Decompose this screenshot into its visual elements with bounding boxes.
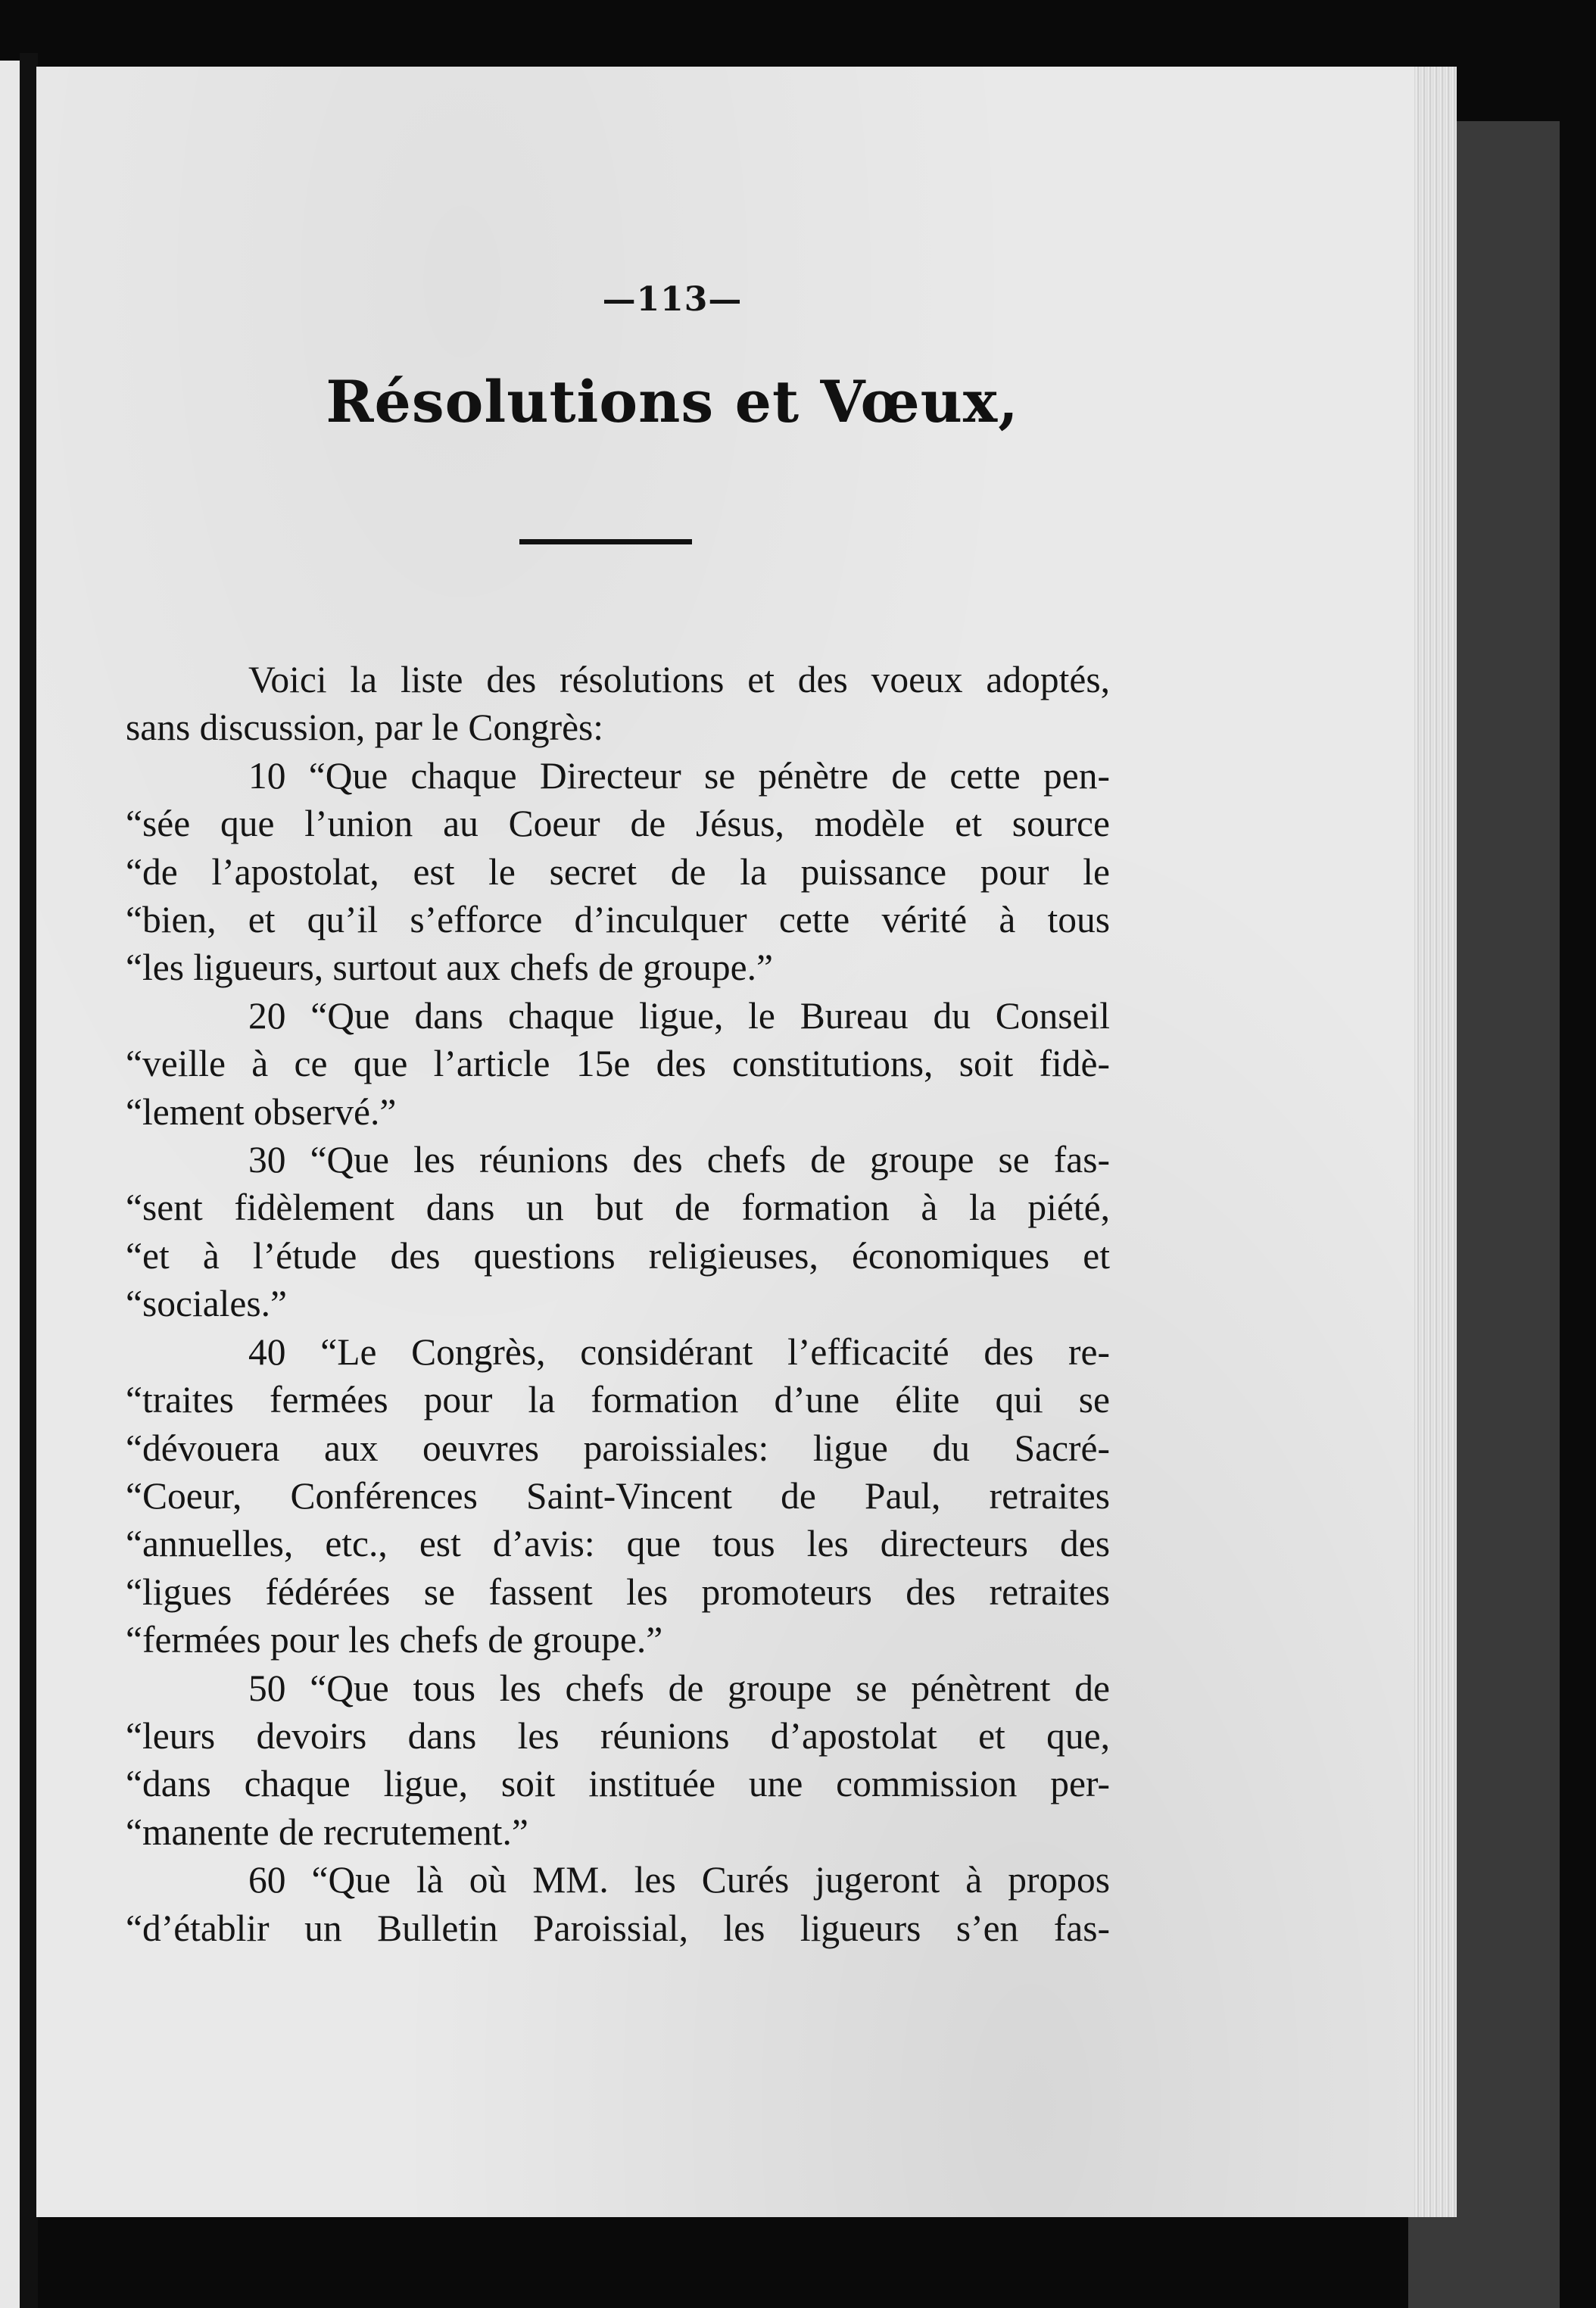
text-line: Voici la liste des résolutions et des voeux adoptés, (248, 659, 1110, 700)
text-line: “dans chaque ligue, soit instituée une commission per- (126, 1763, 1110, 1805)
text-line: “d’établir un Bulletin Paroissial, les ligueurs s’en fas- (126, 1907, 1110, 1949)
text-line: “fermées pour les chefs de groupe.” (126, 1619, 663, 1661)
text-line: “de l’apostolat, est le secret de la puissance pour le (126, 850, 1110, 893)
text-line: “et à l’étude des questions religieuses, économiques et (126, 1234, 1110, 1277)
text-line: “bien, et qu’il s’efforce d’inculquer cette vérité à tous (126, 899, 1110, 941)
text-line: “sée que l’union au Coeur de Jésus, modèle et source (126, 803, 1110, 845)
text-line: 30 “Que les réunions des chefs de groupe se fas- (248, 1139, 1110, 1181)
text-line: 50 “Que tous les chefs de groupe se pénètrent de (248, 1667, 1110, 1709)
page-title: Résolutions et Vœux, (326, 368, 1019, 435)
text-line: 10 “Que chaque Directeur se pénètre de cette pen- (248, 754, 1110, 797)
text-line: “Coeur, Conférences Saint-Vincent de Paul, retraites (126, 1474, 1110, 1517)
page-number: —113— (602, 280, 743, 319)
text-line: “ligues fédérées se fassent les promoteurs des retraites (126, 1570, 1110, 1613)
previous-page-edge (0, 61, 20, 2308)
text-line: “veille à ce que l’article 15e des constitutions, soit fidè- (126, 1043, 1110, 1085)
page-leaves-edge (1414, 67, 1457, 2217)
text-line: 20 “Que dans chaque ligue, le Bureau du Conseil (248, 994, 1110, 1037)
body-text (126, 656, 1110, 1952)
page-sheet (36, 67, 1457, 2217)
text-line: “traites fermées pour la formation d’une élite qui se (126, 1379, 1110, 1421)
text-line: “dévouera aux oeuvres paroissiales: ligue du Sacré- (126, 1427, 1110, 1469)
text-line: “annuelles, etc., est d’avis: que tous les directeurs des (126, 1523, 1110, 1565)
text-line: “sociales.” (126, 1283, 288, 1325)
text-line: sans discussion, par le Congrès: (126, 706, 604, 749)
title-rule (519, 539, 692, 544)
text-line: “manente de recrutement.” (126, 1811, 528, 1853)
text-line: “lement observé.” (126, 1090, 397, 1133)
text-line: “les ligueurs, surtout aux chefs de groupe.” (126, 947, 773, 989)
text-line: “leurs devoirs dans les réunions d’apostolat et que, (126, 1714, 1110, 1757)
text-line: 60 “Que là où MM. les Curés jugeront à propos (248, 1859, 1110, 1901)
text-line: “sent fidèlement dans un but de formation à la piété, (126, 1187, 1110, 1229)
text-line: 40 “Le Congrès, considérant l’efficacité des re- (248, 1330, 1110, 1373)
binding-shadow (20, 53, 38, 2308)
